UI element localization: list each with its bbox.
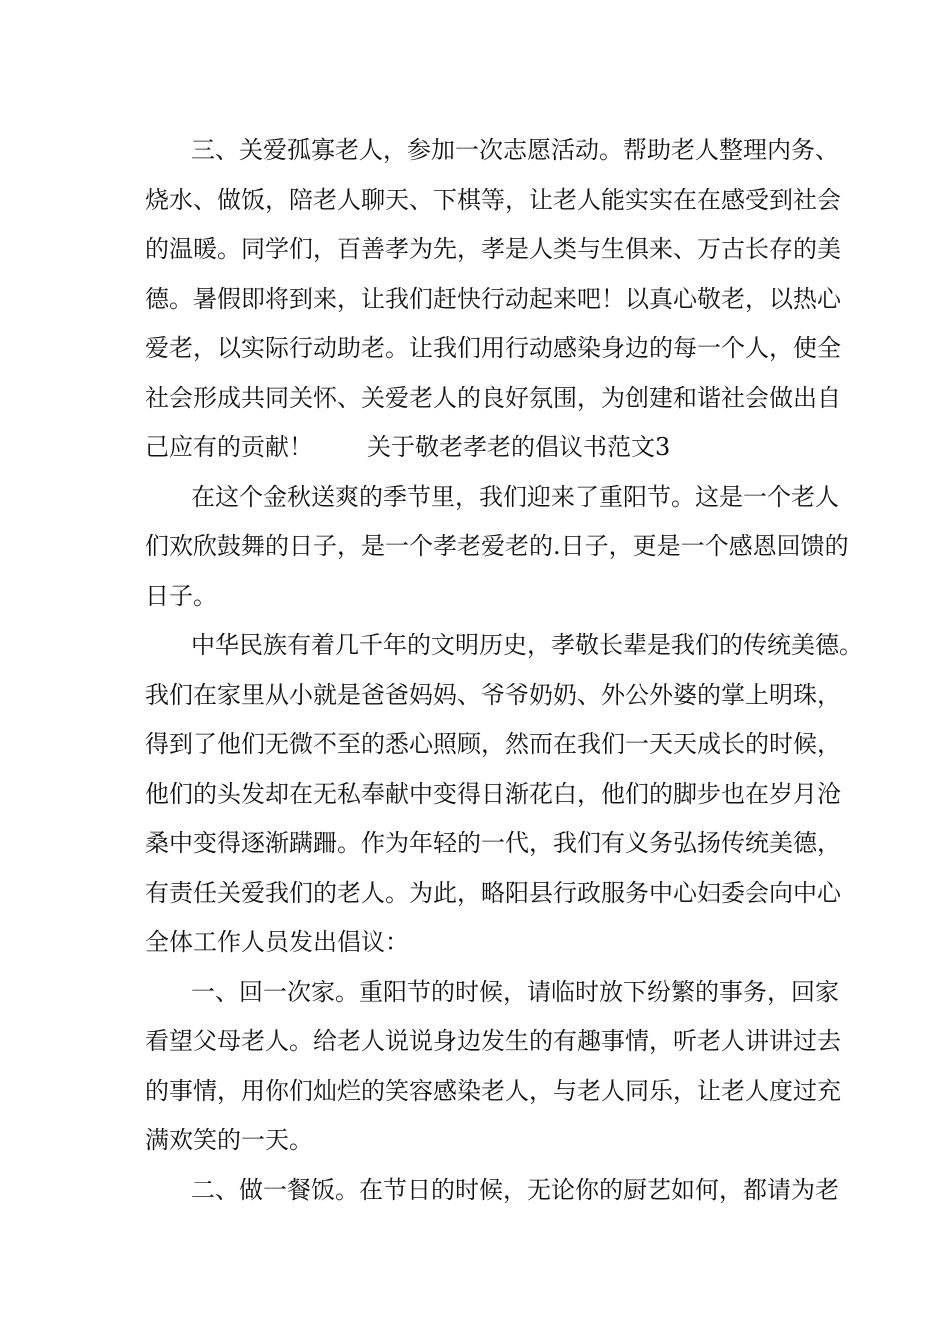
text-line: 的温暖。同学们，百善孝为先，孝是人类与生俱来、万古长存的美 xyxy=(145,235,841,263)
text-line: 二、做一餐饭。在节日的时候，无论你的厨艺如何，都请为老 xyxy=(191,1175,839,1204)
text-line: 日子。 xyxy=(145,581,217,610)
document-body xyxy=(145,126,863,1215)
text-line: 满欢笑的一天。 xyxy=(145,1126,313,1154)
text-line-end: 己应有的贡献！ xyxy=(145,433,313,461)
text-line: 全体工作人员发出倡议： xyxy=(145,928,409,956)
text-line: 社会形成共同关怀、关爱老人的良好氛围，为创建和谐社会做出自 xyxy=(145,383,841,412)
text-line: 有责任关爱我们的老人。为此，略阳县行政服务中心妇委会向中心 xyxy=(145,878,841,907)
text-line: 的事情，用你们灿烂的笑容感染老人，与老人同乐，让老人度过充 xyxy=(145,1076,841,1105)
text-line: 们欢欣鼓舞的日子，是一个孝老爱老的.日子，更是一个感恩回馈的 xyxy=(145,532,849,560)
section-heading: 关于敬老孝老的倡议书范文3 xyxy=(367,433,671,461)
text-line: 烧水、做饭，陪老人聊天、下棋等，让老人能实实在在感受到社会 xyxy=(145,185,841,214)
text-line: 三、关爱孤寡老人，参加一次志愿活动。帮助老人整理内务、 xyxy=(191,136,839,164)
text-line xyxy=(145,423,815,473)
text-line: 在这个金秋送爽的季节里，我们迎来了重阳节。这是一个老人 xyxy=(191,482,839,511)
text-line: 看望父母老人。给老人说说身边发生的有趣事情，听老人讲讲过去 xyxy=(145,1027,841,1055)
text-line: 中华民族有着几千年的文明历史，孝敬长辈是我们的传统美德。 xyxy=(191,631,863,659)
paragraph-intro xyxy=(145,473,849,622)
text-line: 爱老，以实际行动助老。让我们用行动感染身边的每一个人，使全 xyxy=(145,334,841,362)
text-line: 德。暑假即将到来，让我们赶快行动起来吧！以真心敬老，以热心 xyxy=(145,284,841,313)
text-line: 我们在家里从小就是爸爸妈妈、爷爷奶奶、外公外婆的掌上明珠， xyxy=(145,680,841,709)
paragraph-tradition xyxy=(145,621,863,968)
text-line: 桑中变得逐渐蹒跚。作为年轻的一代，我们有义务弘扬传统美德， xyxy=(145,829,841,857)
paragraph-cook-meal xyxy=(145,1166,839,1216)
paragraph-visit-home xyxy=(145,968,841,1166)
text-line: 他们的头发却在无私奉献中变得日渐花白，他们的脚步也在岁月沧 xyxy=(145,779,841,808)
text-line: 一、回一次家。重阳节的时候，请临时放下纷繁的事务，回家 xyxy=(191,977,839,1006)
text-line: 得到了他们无微不至的悉心照顾，然而在我们一天天成长的时候， xyxy=(145,730,841,758)
paragraph-volunteer xyxy=(145,126,841,473)
